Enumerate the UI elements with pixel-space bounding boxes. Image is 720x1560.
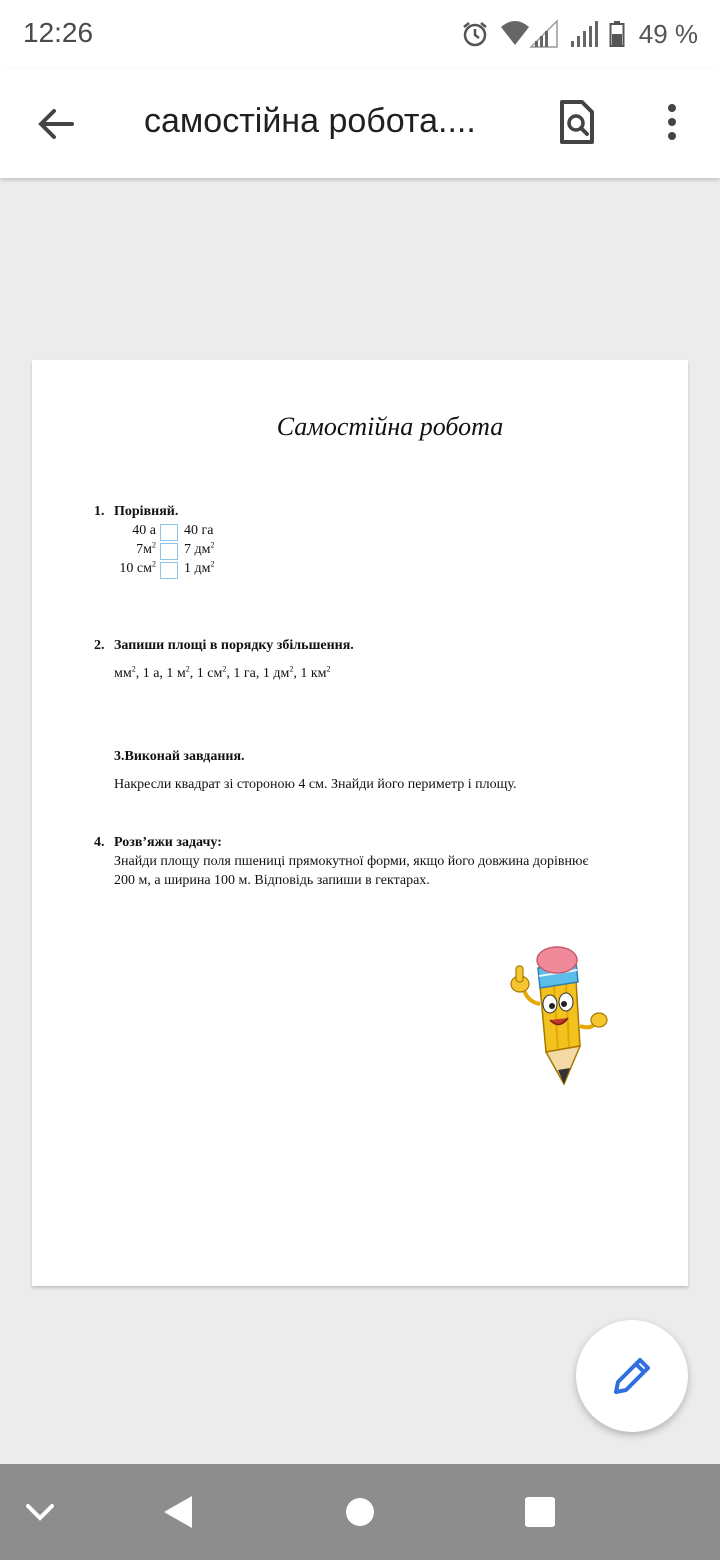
- status-bar: [0, 0, 720, 68]
- pencil-edit-icon: [608, 1352, 656, 1400]
- find-in-document-icon[interactable]: [552, 98, 600, 146]
- pencil-mascot-illustration: [506, 946, 616, 1096]
- back-arrow-icon[interactable]: [32, 100, 80, 148]
- compare-box[interactable]: [160, 543, 178, 560]
- q1-row3-right: 1 $дм^2$: [184, 559, 215, 576]
- q1-row1-right: 40 га: [184, 523, 214, 538]
- q1-label: Порівняй.: [114, 504, 179, 519]
- battery-percentage: 49 %: [638, 18, 698, 49]
- system-navigation-bar: [0, 1464, 720, 1560]
- q1-number: 1.: [94, 504, 105, 519]
- q1-row2-right: 7 $дм^2$: [184, 540, 215, 557]
- back-triangle-icon[interactable]: [154, 1488, 202, 1536]
- edit-fab-button[interactable]: [576, 1320, 688, 1432]
- home-circle-icon[interactable]: [336, 1488, 384, 1536]
- alarm-icon: [461, 20, 489, 48]
- q1-row1-left: 40 а: [132, 523, 156, 538]
- q3-text: Накресли квадрат зі стороною 4 см. Знайди його периметр і площу.: [114, 777, 517, 792]
- chevron-down-icon[interactable]: [16, 1488, 64, 1536]
- q4-text-line1: Знайди площу поля пшениці прямокутної форми, якщо його довжина дорівнює: [114, 854, 589, 869]
- q2-number: 2.: [94, 638, 105, 653]
- q3-label: 3.Виконай завдання.: [114, 749, 245, 764]
- battery-icon: [609, 20, 625, 48]
- doc-heading: Самостійна робота: [276, 412, 504, 441]
- compare-box[interactable]: [160, 562, 178, 579]
- compare-box[interactable]: [160, 524, 178, 541]
- q4-number: 4.: [94, 835, 105, 850]
- document-page[interactable]: [32, 360, 688, 1286]
- recents-square-icon[interactable]: [516, 1488, 564, 1536]
- status-icons: [461, 14, 698, 54]
- more-options-icon[interactable]: [648, 98, 696, 146]
- wifi-signal-icon: [499, 19, 559, 49]
- status-time: 12:26: [23, 17, 94, 48]
- cell-signal-icon: [569, 19, 599, 49]
- q2-label: Запиши площі в порядку збільшення.: [114, 638, 354, 653]
- q2-units-list: $мм^2$, 1 а, 1 $м^2$, 1 $см^2$, 1 га, 1 $дм^2$, 1 $км^2$: [114, 664, 331, 681]
- q1-row3-left: 10 $см^2$: [119, 559, 156, 576]
- q4-label: Розв’яжи задачу:: [114, 835, 222, 850]
- app-bar: [0, 68, 720, 178]
- q4-text-line2: 200 м, а ширина 100 м. Відповідь запиши в гектарах.: [114, 873, 430, 888]
- document-title: самостійна робота....: [144, 102, 476, 140]
- q1-row2-left: $7м^2$: [136, 540, 156, 557]
